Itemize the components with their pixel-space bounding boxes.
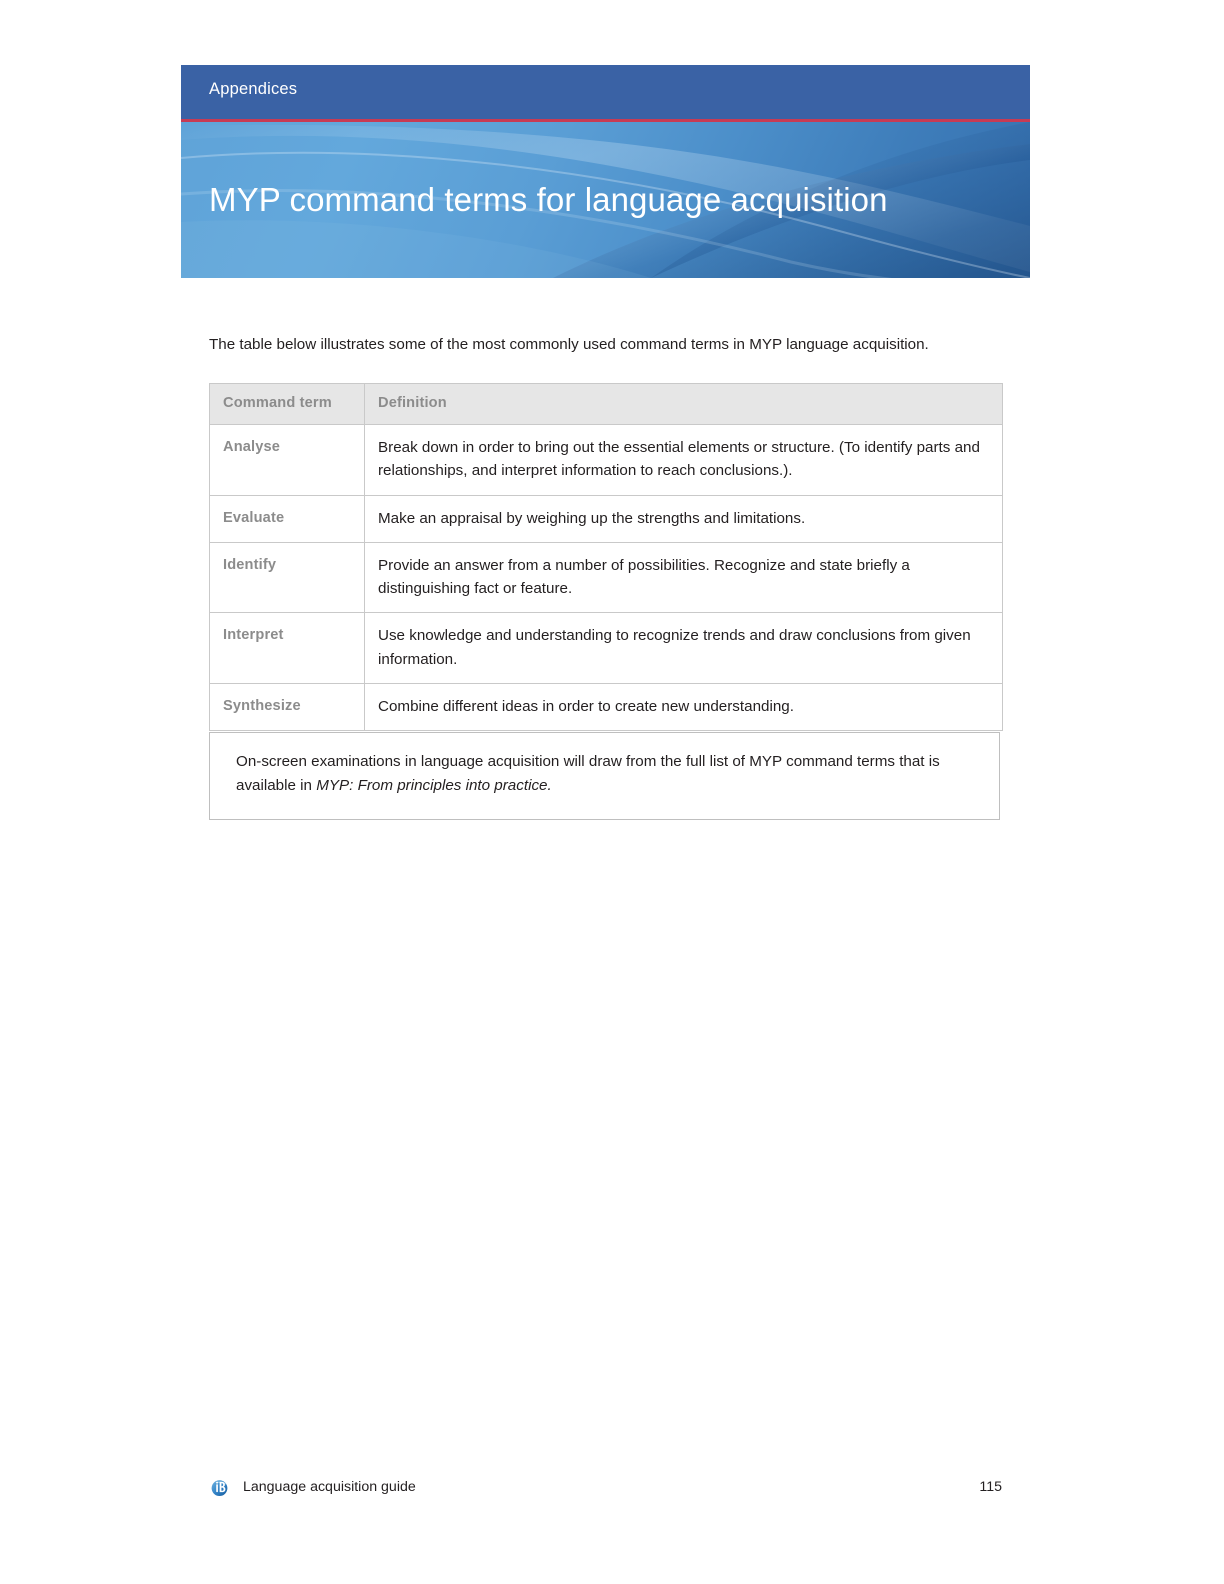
command-term-cell: Interpret [210,613,365,684]
table-row [210,495,1003,542]
note-text-italic-title: MYP: From principles into practice. [316,777,552,795]
command-term-cell: Synthesize [210,683,365,730]
command-term-cell: Identify [210,542,365,613]
definition-cell: Make an appraisal by weighing up the strengths and limitations. [365,495,1003,542]
command-term-cell: Analyse [210,425,365,496]
section-label: Appendices [209,80,298,98]
note-text [236,750,976,798]
table-row [210,683,1003,730]
definition-cell: Break down in order to bring out the essential elements or structure. (To identify parts and relationships, and interpret information to reach conclusions.). [365,425,1003,496]
note-box [209,732,1000,820]
definition-cell: Combine different ideas in order to create new understanding. [365,683,1003,730]
page-footer [209,1477,1002,1501]
ib-logo-icon [209,1477,230,1498]
table-header-row [210,384,1003,425]
table-row [210,542,1003,613]
definition-cell: Provide an answer from a number of possibilities. Recognize and state briefly a distinguishing fact or feature. [365,542,1003,613]
ib-logo-glyph [209,1477,230,1498]
column-header-command-term: Command term [210,384,365,425]
table-row [210,425,1003,496]
footer-page-number: 115 [979,1479,1002,1495]
note-text-plain: On-screen examinations in language acquisition will draw from the full list of MYP command terms that is available in [236,753,940,795]
command-terms-table [209,383,1003,731]
page-header-banner [181,65,1030,278]
footer-guide-label: Language acquisition guide [243,1479,416,1495]
page-title: MYP command terms for language acquisition [209,181,888,218]
command-term-cell: Evaluate [210,495,365,542]
table-body [210,425,1003,731]
intro-paragraph: The table below illustrates some of the most commonly used command terms in MYP language acquisition. [209,336,929,353]
banner-top-bar [181,65,1030,119]
column-header-definition: Definition [365,384,1003,425]
definition-cell: Use knowledge and understanding to recognize trends and draw conclusions from given information. [365,613,1003,684]
table-row [210,613,1003,684]
table-header [210,384,1003,425]
